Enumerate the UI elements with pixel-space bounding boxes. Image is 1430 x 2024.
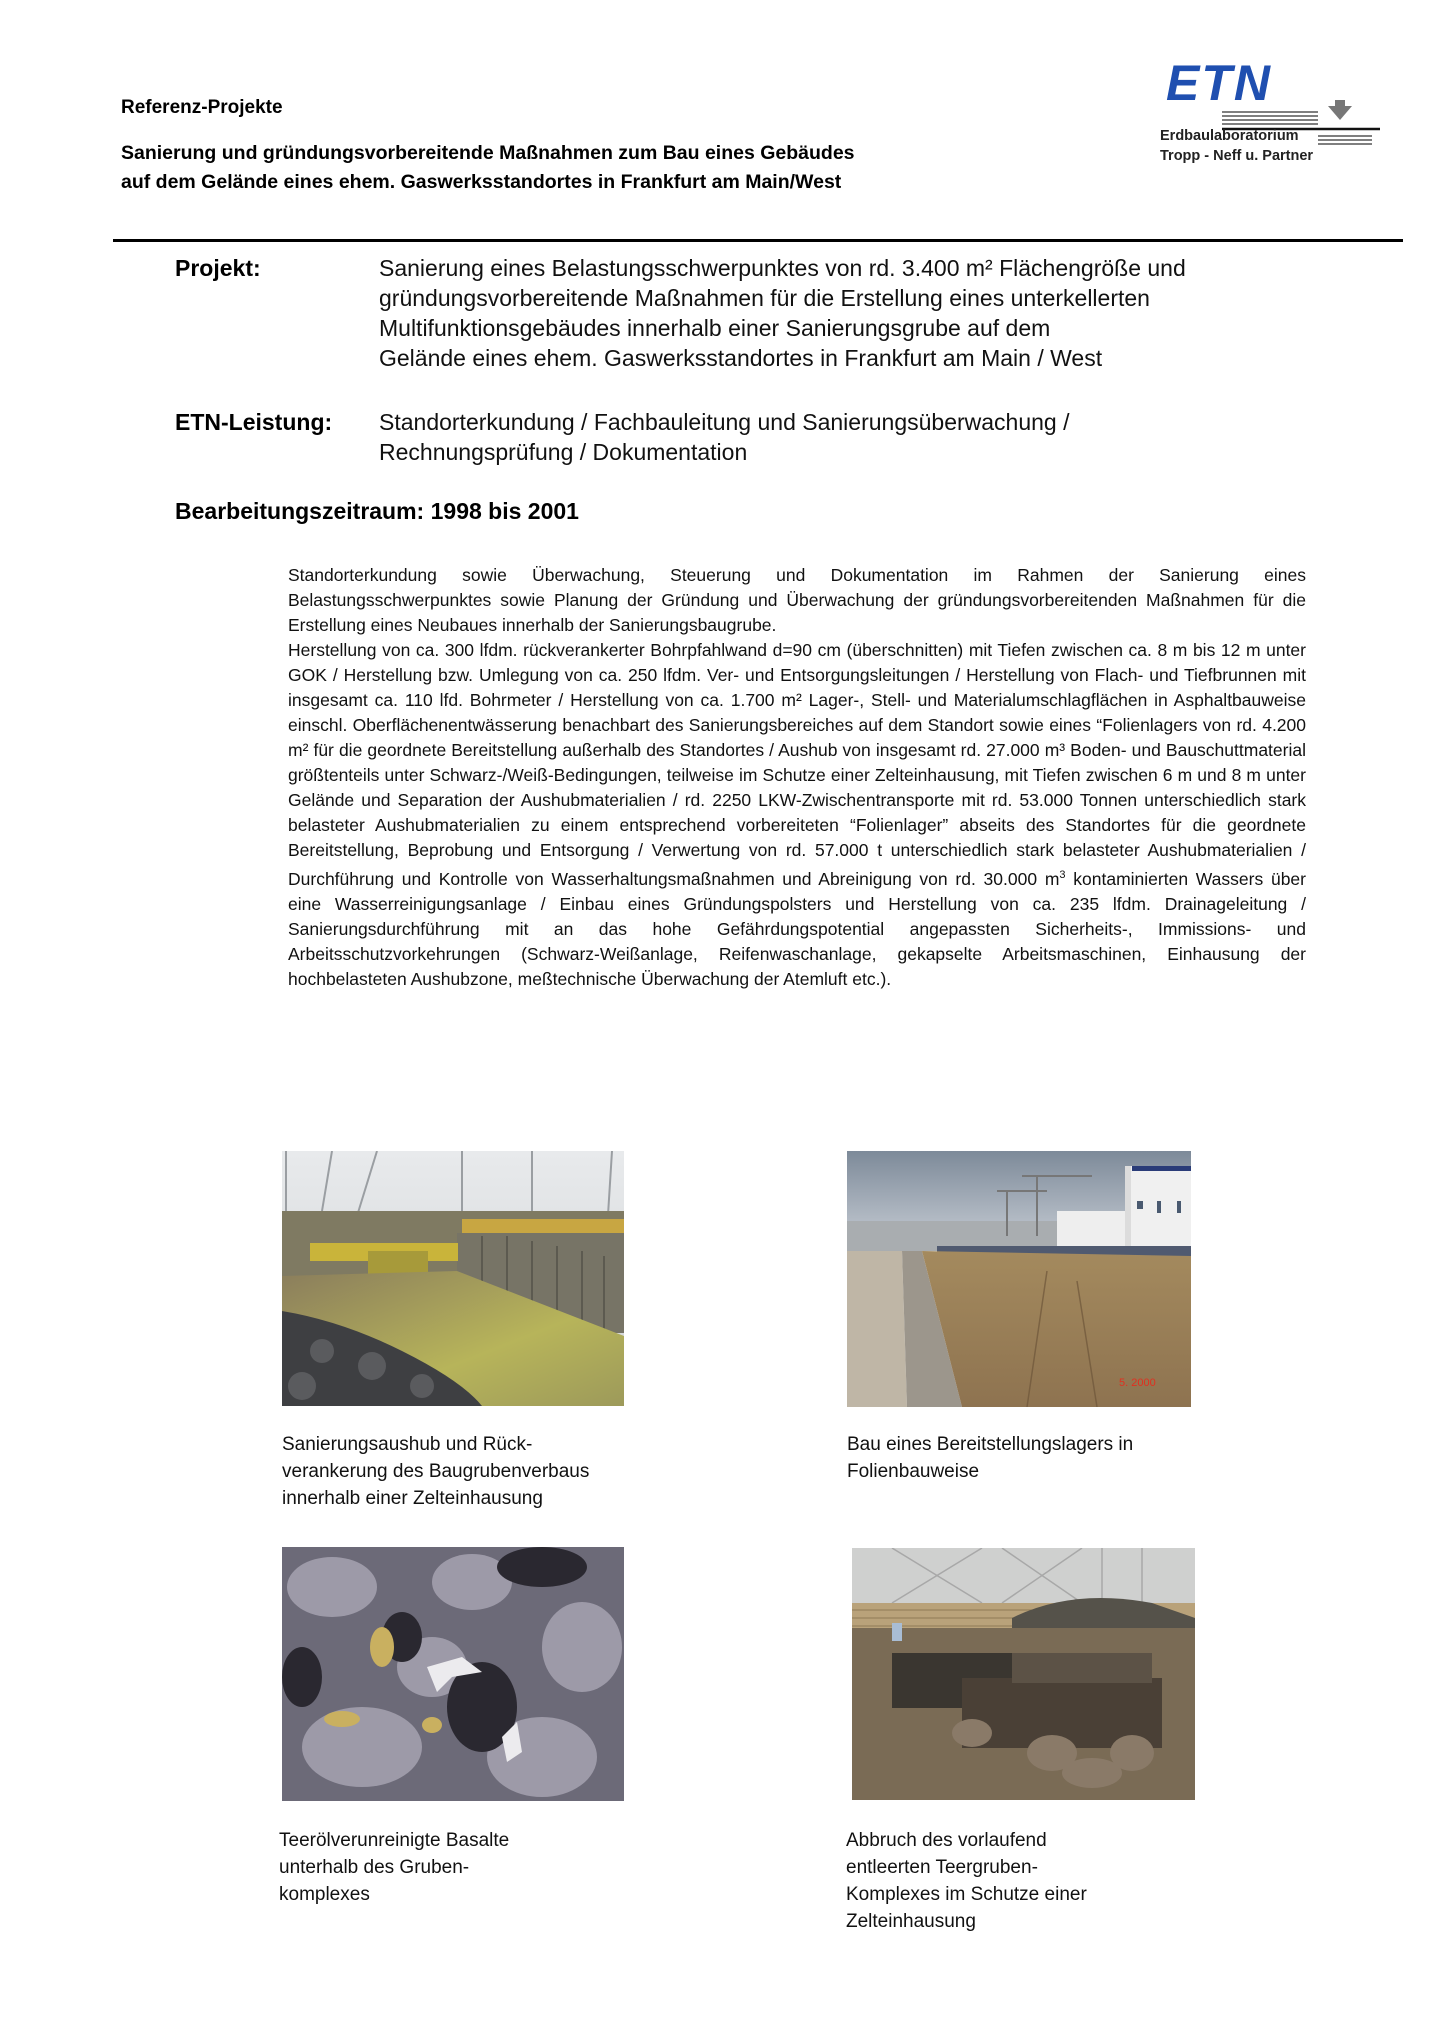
caption-line: innerhalb einer Zelteinhausung <box>282 1488 543 1509</box>
logo-mark: ETN <box>1166 55 1272 111</box>
caption-line: Komplexes im Schutze einer <box>846 1884 1087 1905</box>
caption-line: Bau eines Bereitstellungslagers in <box>847 1434 1134 1455</box>
section-label: Referenz-Projekte <box>121 97 283 118</box>
service-description <box>379 407 1070 467</box>
photo-excavation-tent <box>282 1151 624 1406</box>
photo-date-stamp: 5. 2000 <box>1119 1377 1156 1389</box>
caption-line: Abbruch des vorlaufend <box>846 1830 1047 1851</box>
caption-line: Folienbauweise <box>847 1461 980 1482</box>
service-label: ETN-Leistung: <box>175 409 333 435</box>
project-line: gründungsvorbereitende Maßnahmen für die Erstellung eines unterkellerten <box>379 285 1150 311</box>
logo-company-line-1: Erdbaulaboratorium <box>1160 128 1299 144</box>
caption-line: unterhalb des Gruben- <box>279 1857 470 1878</box>
storage-site-photo-image <box>847 1151 1191 1407</box>
service-line: Rechnungsprüfung / Dokumentation <box>379 439 748 465</box>
details-paragraph-2 <box>288 638 1306 992</box>
logo-company-line-2: Tropp - Neff u. Partner <box>1160 148 1314 164</box>
company-logo <box>1150 55 1380 172</box>
details-text-part: Herstellung von ca. 300 lfdm. rückverankerter Bohrpfahlwand d=90 cm (überschnitten) mit Tiefen zwischen ca. 8 m bis 12 m unter GOK / Herstellung bzw. Umlegung von ca. 250 lfdm. Ver- und Entsorgungsleitungen / Herstellung von Flach- und Tiefbrunnen mit insgesamt ca. 110 lfd. Bohrmeter / Herstellung von ca. 1.700 m² Lager-, Stell- und Materialumschlagflächen in Asphaltbauweise einschl. Oberflächenentwässerung benachbart des Sanierungsbereiches auf dem Standort sowie eines “Folienlagers von rd. 4.200 m² für die geordnete Bereitstellung außerhalb des Standortes / Aushub von insgesamt rd. 27.000 m³ Boden- und Bauschuttmaterial größtenteils unter Schwarz-/Weiß-Bedingungen, teilweise im Schutze einer Zelteinhausung, mit Tiefen zwischen 6 m und 8 m unter Gelände und Separation der Aushubmaterialien / rd. 2250 LKW-Zwischentransporte mit rd. 53.000 Tonnen unterschiedlich stark belasteter Aushubmaterialien zu einem entsprechend vorbereiteten “Folienlager” abseits des Standortes für die geordnete Bereitstellung, Beprobung und Entsorgung / Verwertung von rd. 57.000 t unterschiedlich stark belasteter Aushubmaterialien / Durchführung und Kontrolle von Wasserhaltungsmaßnahmen und Abreinigung von rd. 30.000 m <box>288 640 1306 889</box>
caption-line: Zelteinhausung <box>846 1911 976 1932</box>
project-line: Multifunktionsgebäudes innerhalb einer Sanierungsgrube auf dem <box>379 315 1051 341</box>
details-paragraph-1: Standorterkundung sowie Überwachung, Steuerung und Dokumentation im Rahmen der Sanierung eines Belastungsschwerpunktes sowie Planung der Gründung und Überwachung der gründungsvorbereitenden Maßnahmen für die Erstellung eines Neubaues innerhalb der Sanierungsbaugrube. <box>288 565 1306 635</box>
service-line: Standorterkundung / Fachbauleitung und Sanierungsüberwachung / <box>379 409 1070 435</box>
basalt-photo-image <box>282 1547 624 1801</box>
project-description <box>379 253 1186 373</box>
project-line: Sanierung eines Belastungsschwerpunktes von rd. 3.400 m² Flächengröße und <box>379 255 1186 281</box>
caption-line: Teerölverunreinigte Basalte <box>279 1830 510 1851</box>
photo-caption-2 <box>847 1431 1133 1485</box>
superscript-3: 3 <box>1059 869 1066 881</box>
work-period: Bearbeitungszeitraum: 1998 bis 2001 <box>175 498 579 524</box>
page-title-line-2: auf dem Gelände eines ehem. Gaswerksstandortes in Frankfurt am Main/West <box>121 171 842 193</box>
caption-line: Sanierungsaushub und Rück- <box>282 1434 533 1455</box>
excavation-photo-image <box>282 1151 624 1406</box>
photo-caption-4 <box>846 1827 1087 1935</box>
project-details-text <box>288 563 1306 992</box>
caption-line: entleerten Teergruben- <box>846 1857 1038 1878</box>
photo-storage-site <box>847 1151 1191 1407</box>
page-title-line-1: Sanierung und gründungsvorbereitende Maßnahmen zum Bau eines Gebäudes <box>121 142 855 164</box>
page-title <box>121 139 855 197</box>
photo-tar-pit-demolition <box>852 1548 1195 1800</box>
details-text-part: kontaminierten Wassers über eine Wasserreinigungsanlage / Einbau eines Gründungspolsters und Herstellung von ca. 235 lfdm. Drainageleitung / Sanierungsdurchführung mit an das hohe Gefährdungspotential angepassten Sicherheits-, Immissions- und Arbeitsschutzvorkehrungen (Schwarz-Weißanlage, Reifenwaschanlage, gekapselte Arbeitsmaschinen, Einhausung der hochbelasteten Aushubzone, meßtechnische Überwachung der Atemluft etc.). <box>288 868 1306 989</box>
tar-pit-photo-image <box>852 1548 1195 1800</box>
photo-caption-3 <box>279 1827 509 1908</box>
project-line: Gelände eines ehem. Gaswerksstandortes in Frankfurt am Main / West <box>379 345 1103 371</box>
caption-line: verankerung des Baugrubenverbaus <box>282 1461 590 1482</box>
project-label: Projekt: <box>175 255 261 281</box>
photo-caption-1 <box>282 1431 589 1512</box>
header-divider <box>113 239 1403 242</box>
photo-contaminated-basalt <box>282 1547 624 1801</box>
caption-line: komplexes <box>279 1884 370 1905</box>
